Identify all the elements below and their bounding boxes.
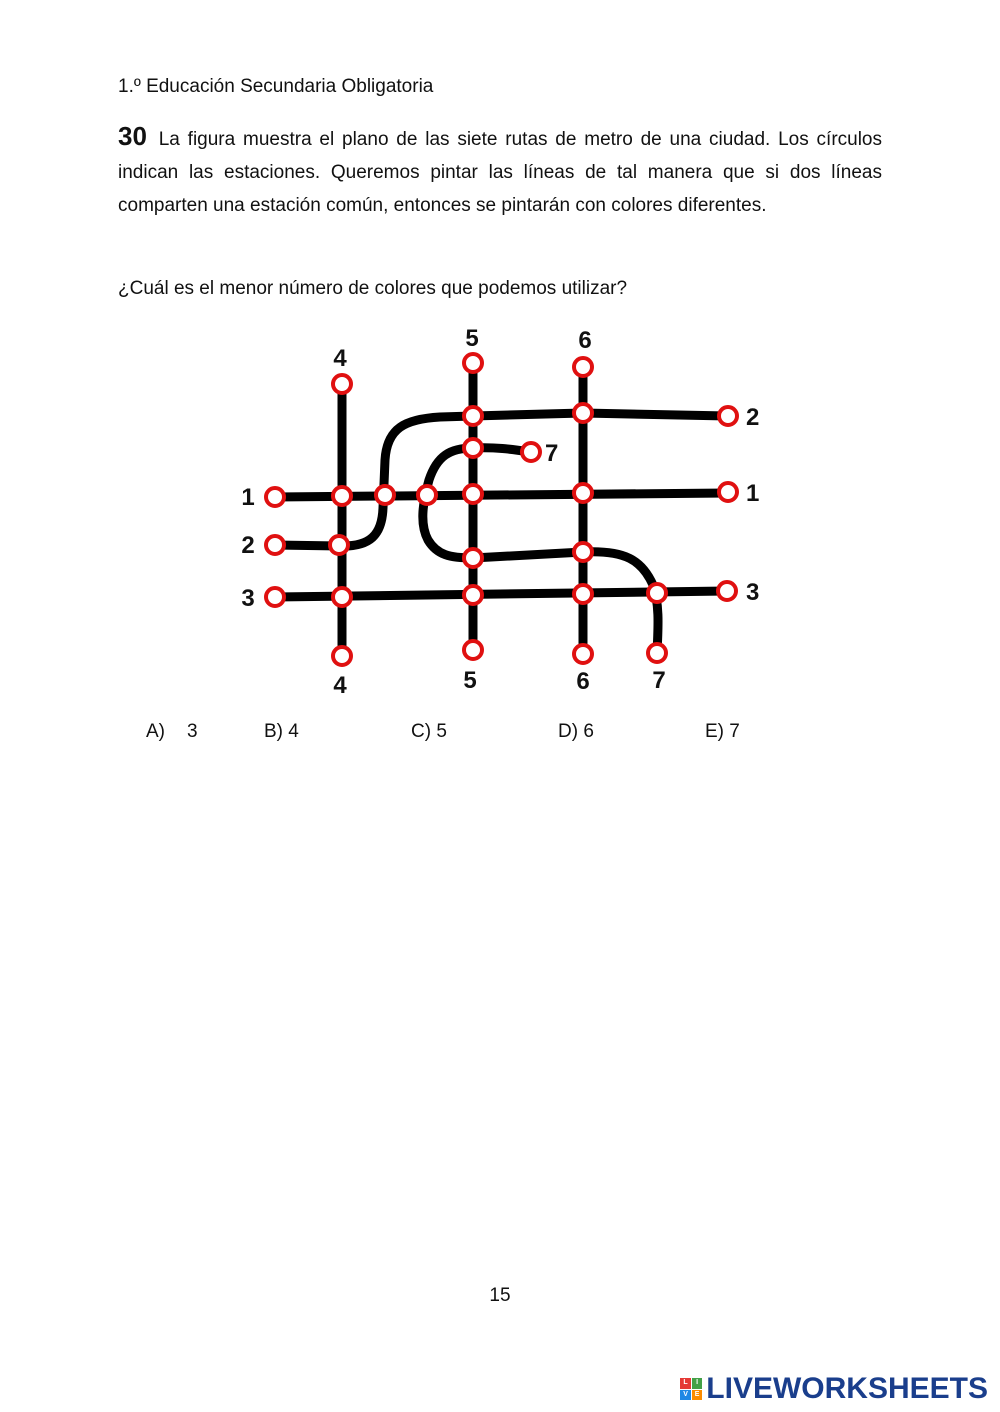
problem-number: 30 <box>118 121 147 151</box>
station <box>574 358 592 376</box>
stations <box>266 354 737 665</box>
liveworksheets-wordmark: LIVEWORKSHEETS <box>706 1372 988 1405</box>
station <box>266 588 284 606</box>
station <box>574 404 592 422</box>
station <box>266 488 284 506</box>
metro-tracks <box>275 363 728 656</box>
station <box>376 486 394 504</box>
course-header: 1.º Educación Secundaria Obligatoria <box>118 76 434 97</box>
label-line-5-bottom: 5 <box>463 667 477 694</box>
station <box>464 485 482 503</box>
station <box>464 407 482 425</box>
station <box>719 407 737 425</box>
label-line-2-left: 2 <box>241 532 255 559</box>
answer-letter: A) <box>146 721 165 742</box>
label-line-2-right: 2 <box>746 404 760 431</box>
answer-letter: C) <box>411 721 432 742</box>
page-number: 15 <box>489 1285 511 1306</box>
answer-value: 3 <box>187 721 198 742</box>
answer-value: 4 <box>288 721 299 742</box>
station <box>418 486 436 504</box>
label-line-7-top: 7 <box>545 440 559 467</box>
station <box>333 647 351 665</box>
label-line-1-left: 1 <box>241 484 255 511</box>
station <box>333 588 351 606</box>
problem-question: ¿Cuál es el menor número de colores que podemos utilizar? <box>118 278 628 299</box>
answer-option-c[interactable] <box>411 721 447 743</box>
station <box>574 484 592 502</box>
station <box>522 443 540 461</box>
station <box>333 487 351 505</box>
station <box>464 439 482 457</box>
line-labels <box>241 325 759 699</box>
answer-value: 5 <box>436 721 447 742</box>
station <box>330 536 348 554</box>
station <box>719 483 737 501</box>
station <box>574 543 592 561</box>
label-line-6-top: 6 <box>578 327 592 354</box>
label-line-4-bottom: 4 <box>333 672 347 699</box>
liveworksheets-branding[interactable] <box>680 1372 988 1406</box>
station <box>718 582 736 600</box>
station <box>574 645 592 663</box>
label-line-6-bottom: 6 <box>576 668 590 695</box>
label-line-3-left: 3 <box>241 585 255 612</box>
station <box>648 644 666 662</box>
station <box>464 549 482 567</box>
problem-text: La figura muestra el plano de las siete rutas de metro de una ciudad. Los círculos indican las estaciones. Queremos pintar las líneas de tal manera que si dos líneas comparten una estación común, entonces se pintarán con colores diferentes. <box>118 129 883 216</box>
answer-value: 7 <box>729 721 740 742</box>
station <box>574 585 592 603</box>
station <box>464 354 482 372</box>
station <box>648 584 666 602</box>
answer-option-d[interactable] <box>558 721 594 743</box>
answer-option-b[interactable] <box>264 721 299 743</box>
answer-letter: D) <box>558 721 579 742</box>
answer-option-a[interactable] <box>146 721 198 743</box>
label-line-1-right: 1 <box>746 480 760 507</box>
label-line-5-top: 5 <box>465 325 479 352</box>
label-line-3-right: 3 <box>746 579 760 606</box>
station <box>464 586 482 604</box>
answer-option-e[interactable] <box>705 721 740 743</box>
track-line-7 <box>423 448 658 653</box>
answer-value: 6 <box>583 721 594 742</box>
answer-letter: E) <box>705 721 724 742</box>
station <box>266 536 284 554</box>
station <box>333 375 351 393</box>
label-line-4-top: 4 <box>333 345 347 372</box>
answer-letter: B) <box>264 721 283 742</box>
label-line-7-bottom: 7 <box>652 667 666 694</box>
liveworksheets-logo-icon: L I V E <box>680 1378 702 1400</box>
station <box>464 641 482 659</box>
